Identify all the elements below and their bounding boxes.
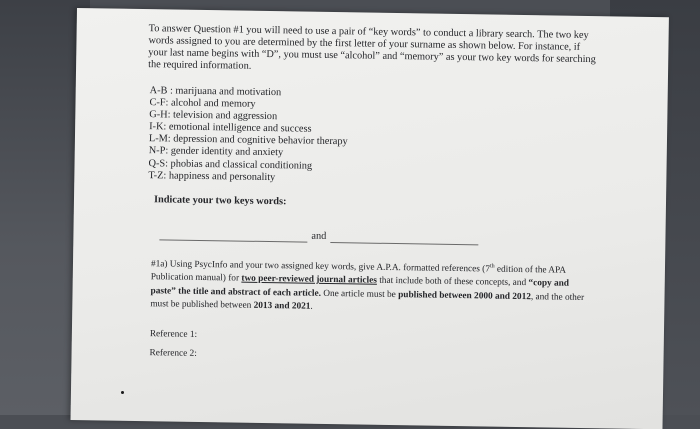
keywords-heading: Indicate your two keys words: xyxy=(153,193,287,208)
topic-item: T-Z: happiness and personality xyxy=(148,169,276,183)
topic-item: I-K: emotional intelligence and success xyxy=(149,121,312,135)
keyword-blank-2[interactable] xyxy=(330,232,478,245)
intro-paragraph: To answer Question #1 you will need to use a pair of “key words” to conduct a library search. The two key words assigned to you are determined by the first letter of your surname as shown below. For instance, if your last name begins with “D”, you must use “alcohol” and “memory” as your two key words for searching the required information. xyxy=(148,23,596,72)
superscript: th xyxy=(489,263,495,270)
question-text: , and the other must be published between xyxy=(150,291,585,311)
topic-item: N-P: gender identity and anxiety xyxy=(148,145,284,159)
bold-phrase: published between 2000 and 2012 xyxy=(398,289,531,302)
question-text: One article must be xyxy=(320,288,399,300)
pen-mark xyxy=(121,391,124,394)
bold-phrase: 2013 and 2021 xyxy=(253,300,311,312)
topic-item: Q-S: phobias and classical conditioning xyxy=(148,157,313,172)
topic-list xyxy=(148,85,597,189)
question-text: that include both of these concepts, and xyxy=(376,275,529,289)
topic-item: L-M: depression and cognitive behavior therapy xyxy=(148,133,348,148)
document-content xyxy=(143,23,598,367)
question-text: #1a) Using PsycInfo and your two assigned key words, give A.P.A. formatted references (7 xyxy=(150,258,491,275)
underlined-phrase: two peer-reviewed journal articles xyxy=(241,273,378,286)
question-text: . xyxy=(310,301,313,312)
topic-item: A-B : marijuana and motivation xyxy=(149,85,282,99)
keyword-blanks xyxy=(159,228,595,247)
bold-phrase: “copy and paste” the title and abstract of each article. xyxy=(150,278,570,299)
question-1a xyxy=(150,258,591,319)
paper-sheet xyxy=(71,8,669,429)
and-word: and xyxy=(311,230,327,242)
topic-item: G-H: television and aggression xyxy=(149,109,278,123)
keyword-blank-1[interactable] xyxy=(159,229,307,242)
question-text: edition of the APA Publication manual) for xyxy=(150,264,566,284)
reference-1-label: Reference 1: xyxy=(149,329,198,341)
topic-item: C-F: alcohol and memory xyxy=(149,97,256,110)
reference-2-label: Reference 2: xyxy=(149,348,197,360)
